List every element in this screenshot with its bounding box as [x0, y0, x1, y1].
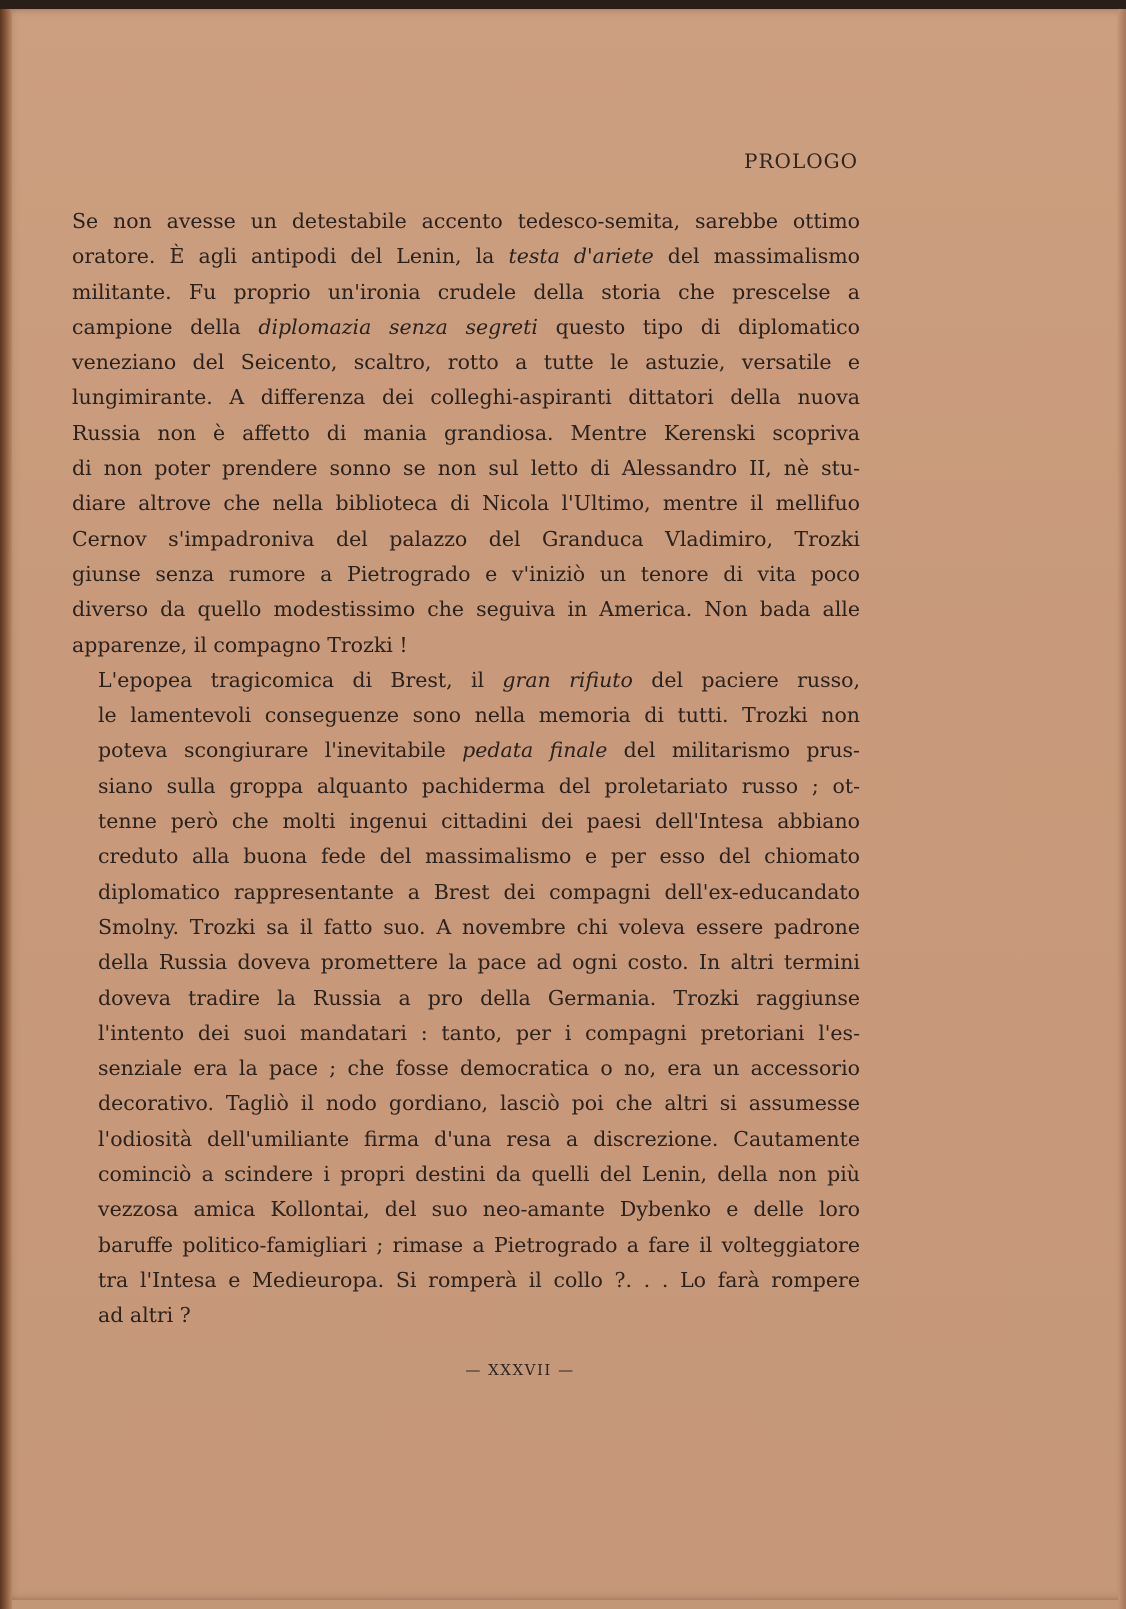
text-line — [72, 310, 860, 345]
text-run: lungimirante. A differenza dei colleghi-aspiranti dittatori della nuova — [72, 385, 860, 410]
text-line — [72, 557, 860, 592]
text-run: giunse senza rumore a Pietrogrado e v'iniziò un tenore di vita poco — [72, 561, 860, 586]
text-line — [72, 1157, 860, 1192]
text-run: poteva scongiurare l'inevitabile — [98, 738, 463, 763]
text-run: ad altri ? — [98, 1303, 191, 1328]
text-run: del militarismo prus- — [607, 738, 860, 763]
text-line — [72, 451, 860, 486]
text-run: cominciò a scindere i propri destini da quelli del Lenin, della non più — [98, 1162, 860, 1187]
text-run: della Russia doveva promettere la pace ad ogni costo. In altri termini — [98, 950, 860, 975]
text-line — [72, 698, 860, 733]
italic-phrase: pedata finale — [462, 738, 608, 763]
text-run: l'odiosità dell'umiliante firma d'una resa a discrezione. Cautamente — [98, 1126, 860, 1151]
text-line — [72, 1192, 860, 1227]
text-run: doveva tradire la Russia a pro della Germania. Trozki raggiunse — [98, 985, 860, 1010]
page-number: — XXXVII — — [465, 1361, 575, 1379]
text-line — [72, 663, 860, 698]
text-line — [72, 416, 860, 451]
text-run: decorativo. Tagliò il nodo gordiano, lasciò poi che altri si assumesse — [98, 1091, 860, 1116]
text-line — [72, 945, 860, 980]
text-run: diare altrove che nella biblioteca di Nicola l'Ultimo, mentre il mellifuo — [72, 491, 860, 516]
text-line — [72, 981, 860, 1016]
text-line — [72, 1051, 860, 1086]
text-run: creduto alla buona fede del massimalismo e per esso del chiomato — [98, 844, 860, 869]
text-line — [72, 204, 860, 239]
text-run: le lamentevoli conseguenze sono nella memoria di tutti. Trozki non — [98, 703, 860, 728]
text-line — [72, 628, 860, 663]
text-run: apparenze, il compagno Trozki ! — [72, 632, 408, 657]
text-run: oratore. È agli antipodi del Lenin, la — [72, 244, 509, 269]
text-line — [72, 1122, 860, 1157]
text-run: vezzosa amica Kollontai, del suo neo-amante Dybenko e delle loro — [98, 1197, 860, 1222]
text-line — [72, 522, 860, 557]
text-run: senziale era la pace ; che fosse democratica o no, era un accessorio — [98, 1056, 860, 1081]
text-run: tra l'Intesa e Medieuropa. Si romperà il collo ?. . . Lo farà rompere — [98, 1267, 860, 1292]
text-line — [72, 1228, 860, 1263]
text-run: baruffe politico-famigliari ; rimase a Pietrogrado a fare il volteggiatore — [98, 1232, 860, 1257]
text-line — [72, 592, 860, 627]
paragraph — [72, 663, 860, 1334]
text-run: siano sulla groppa alquanto pachiderma del proletariato russo ; ot- — [98, 773, 860, 798]
text-line — [72, 875, 860, 910]
text-run: questo tipo di diplomatico — [537, 314, 860, 339]
page-edge — [1118, 9, 1126, 1609]
text-run: campione della — [72, 314, 259, 339]
text-run: veneziano del Seicento, scaltro, rotto a tutte le astuzie, versatile e — [72, 350, 860, 375]
running-head: PROLOGO — [744, 149, 858, 173]
text-line — [72, 1016, 860, 1051]
text-line — [72, 345, 860, 380]
text-run: militante. Fu proprio un'ironia crudele della storia che prescelse a — [72, 279, 860, 304]
text-line — [72, 239, 860, 274]
italic-phrase: testa d'ariete — [508, 244, 654, 269]
text-line — [72, 804, 860, 839]
text-run: tenne però che molti ingenui cittadini dei paesi dell'Intesa abbiano — [98, 809, 860, 834]
text-run: Se non avesse un detestabile accento tedesco-semita, sarebbe ottimo — [72, 209, 860, 233]
text-run: Cernov s'impadroniva del palazzo del Granduca Vladimiro, Trozki — [72, 526, 860, 551]
body-text — [72, 204, 860, 1334]
italic-phrase: diplomazia senza segreti — [258, 314, 538, 339]
text-run: L'epopea tragicomica di Brest, il — [98, 667, 503, 692]
text-line — [72, 1298, 860, 1333]
text-line — [72, 733, 860, 768]
text-run: di non poter prendere sonno se non sul letto di Alessandro II, nè stu- — [72, 456, 860, 481]
text-line — [72, 839, 860, 874]
text-line — [72, 1086, 860, 1121]
text-line — [72, 769, 860, 804]
text-run: l'intento dei suoi mandatari : tanto, per i compagni pretoriani l'es- — [98, 1020, 860, 1045]
text-line — [72, 910, 860, 945]
italic-phrase: gran rifiuto — [502, 667, 633, 692]
text-line — [72, 486, 860, 521]
text-line — [72, 275, 860, 310]
text-run: diplomatico rappresentante a Brest dei compagni dell'ex-educandato — [98, 879, 860, 904]
text-run: del massimalismo — [653, 244, 860, 269]
text-run: del paciere russo, — [632, 667, 860, 692]
text-run: diverso da quello modestissimo che seguiva in America. Non bada alle — [72, 597, 860, 622]
text-line — [72, 1263, 860, 1298]
paragraph — [72, 204, 860, 663]
text-line — [72, 380, 860, 415]
text-run: Smolny. Trozki sa il fatto suo. A novembre chi voleva essere padrone — [98, 914, 860, 939]
text-run: Russia non è affetto di mania grandiosa. Mentre Kerenski scopriva — [72, 420, 860, 445]
